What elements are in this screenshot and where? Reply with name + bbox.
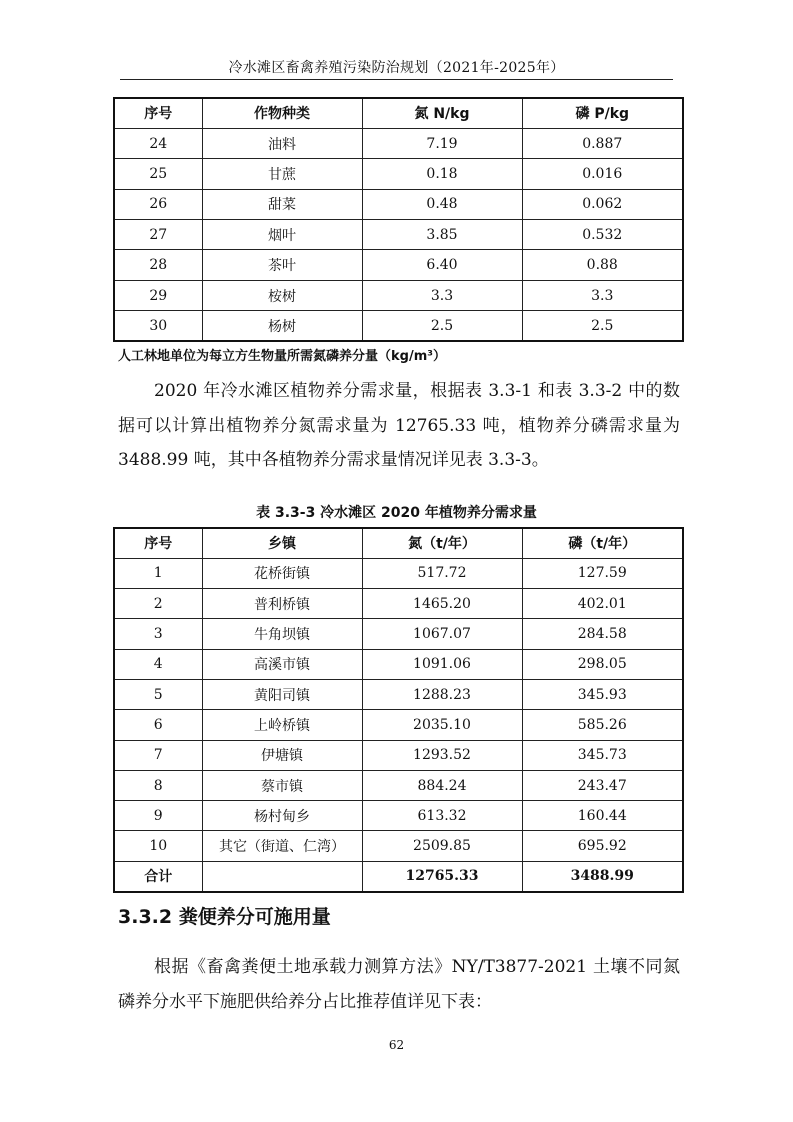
cell-name: 蔡市镇: [202, 770, 362, 800]
cell-nitrogen: 3.3: [362, 280, 522, 310]
cell-phosphorus: 0.88: [522, 250, 683, 280]
cell-phosphorus: 127.59: [522, 558, 683, 588]
cell-nitrogen: 6.40: [362, 250, 522, 280]
table-row: [114, 558, 683, 588]
cell-name: 花桥街镇: [202, 558, 362, 588]
table-row: [114, 649, 683, 679]
table-row: [114, 679, 683, 709]
table-row: [114, 311, 683, 341]
col-header-index: 序号: [114, 98, 202, 128]
cell-index: 27: [114, 220, 202, 250]
cell-nitrogen: 0.48: [362, 189, 522, 219]
cell-name: 其它（街道、仁湾）: [202, 831, 362, 861]
cell-name: 杨树: [202, 311, 362, 341]
cell-name: 茶叶: [202, 250, 362, 280]
section-heading: 3.3.2 粪便养分可施用量: [118, 906, 331, 928]
cell-nitrogen: 1293.52: [362, 740, 522, 770]
cell-index: 25: [114, 159, 202, 189]
total-town: [202, 861, 362, 891]
cell-phosphorus: 585.26: [522, 710, 683, 740]
cell-phosphorus: 0.532: [522, 220, 683, 250]
cell-phosphorus: 160.44: [522, 801, 683, 831]
header-rule: [120, 79, 673, 80]
town-demand-table: [113, 527, 684, 893]
cell-index: 24: [114, 128, 202, 158]
cell-phosphorus: 402.01: [522, 589, 683, 619]
cell-nitrogen: 3.85: [362, 220, 522, 250]
page-number: 62: [388, 1038, 405, 1052]
total-label: 合计: [114, 861, 202, 891]
cell-phosphorus: 2.5: [522, 311, 683, 341]
cell-nitrogen: 1288.23: [362, 679, 522, 709]
cell-index: 7: [114, 740, 202, 770]
cell-nitrogen: 0.18: [362, 159, 522, 189]
table-row: [114, 280, 683, 310]
cell-name: 普利桥镇: [202, 589, 362, 619]
cell-nitrogen: 2.5: [362, 311, 522, 341]
cell-phosphorus: 243.47: [522, 770, 683, 800]
table-row: [114, 189, 683, 219]
total-nitrogen: 12765.33: [362, 861, 522, 891]
cell-nitrogen: 1067.07: [362, 619, 522, 649]
cell-index: 3: [114, 619, 202, 649]
cell-phosphorus: 0.062: [522, 189, 683, 219]
cell-index: 6: [114, 710, 202, 740]
cell-index: 10: [114, 831, 202, 861]
cell-name: 烟叶: [202, 220, 362, 250]
cell-nitrogen: 7.19: [362, 128, 522, 158]
cell-index: 4: [114, 649, 202, 679]
cell-nitrogen: 2035.10: [362, 710, 522, 740]
table-row: [114, 831, 683, 861]
table-header-row: [114, 528, 683, 558]
cell-name: 黄阳司镇: [202, 679, 362, 709]
cell-phosphorus: 284.58: [522, 619, 683, 649]
cell-name: 牛角坝镇: [202, 619, 362, 649]
col-header-index: 序号: [114, 528, 202, 558]
table-row: [114, 770, 683, 800]
cell-index: 9: [114, 801, 202, 831]
col-header-phosphorus: 磷（t/年）: [522, 528, 683, 558]
col-header-phosphorus: 磷 P/kg: [522, 98, 683, 128]
cell-nitrogen: 884.24: [362, 770, 522, 800]
col-header-crop: 作物种类: [202, 98, 362, 128]
cell-phosphorus: 0.887: [522, 128, 683, 158]
cell-index: 2: [114, 589, 202, 619]
col-header-town: 乡镇: [202, 528, 362, 558]
cell-nitrogen: 517.72: [362, 558, 522, 588]
table-row: [114, 801, 683, 831]
cell-name: 甘蔗: [202, 159, 362, 189]
table-row: [114, 128, 683, 158]
cell-index: 29: [114, 280, 202, 310]
cell-name: 杨村甸乡: [202, 801, 362, 831]
cell-index: 5: [114, 679, 202, 709]
table-header-row: [114, 98, 683, 128]
cell-phosphorus: 345.93: [522, 679, 683, 709]
cell-index: 28: [114, 250, 202, 280]
cell-phosphorus: 345.73: [522, 740, 683, 770]
cell-name: 上岭桥镇: [202, 710, 362, 740]
cell-nitrogen: 1091.06: [362, 649, 522, 679]
table-row: [114, 740, 683, 770]
cell-phosphorus: 298.05: [522, 649, 683, 679]
col-header-nitrogen: 氮 N/kg: [362, 98, 522, 128]
body-paragraph: 2020 年冷水滩区植物养分需求量，根据表 3.3-1 和表 3.3-2 中的数据可以计算出植物养分氮需求量为 12765.33 吨，植物养分磷需求量为 3488.99 吨，其中各植物养分需求量情况详见表 3.3-3。: [118, 381, 680, 470]
running-header-title: 冷水滩区畜禽养殖污染防治规划（2021年-2025年）: [228, 60, 565, 76]
cell-name: 甜菜: [202, 189, 362, 219]
table-row: [114, 220, 683, 250]
cell-phosphorus: 3.3: [522, 280, 683, 310]
cell-name: 伊塘镇: [202, 740, 362, 770]
total-row: [114, 861, 683, 891]
table-row: [114, 589, 683, 619]
table-note: 人工林地单位为每立方生物量所需氮磷养分量（kg/m³）: [118, 349, 446, 364]
table-row: [114, 619, 683, 649]
body-paragraph: 根据《畜禽粪便土地承载力测算方法》NY/T3877-2021 土壤不同氮磷养分水平下施肥供给养分占比推荐值详见下表：: [118, 957, 680, 1012]
cell-name: 桉树: [202, 280, 362, 310]
cell-phosphorus: 0.016: [522, 159, 683, 189]
cell-nitrogen: 613.32: [362, 801, 522, 831]
table-row: [114, 710, 683, 740]
table-row: [114, 159, 683, 189]
cell-index: 30: [114, 311, 202, 341]
cell-index: 1: [114, 558, 202, 588]
cell-phosphorus: 695.92: [522, 831, 683, 861]
table-row: [114, 250, 683, 280]
cell-nitrogen: 2509.85: [362, 831, 522, 861]
cell-index: 8: [114, 770, 202, 800]
cell-nitrogen: 1465.20: [362, 589, 522, 619]
table-caption: 表 3.3-3 冷水滩区 2020 年植物养分需求量: [256, 505, 537, 521]
cell-name: 高溪市镇: [202, 649, 362, 679]
cell-name: 油料: [202, 128, 362, 158]
total-phosphorus: 3488.99: [522, 861, 683, 891]
col-header-nitrogen: 氮（t/年）: [362, 528, 522, 558]
crop-nutrient-table: [113, 97, 684, 342]
cell-index: 26: [114, 189, 202, 219]
